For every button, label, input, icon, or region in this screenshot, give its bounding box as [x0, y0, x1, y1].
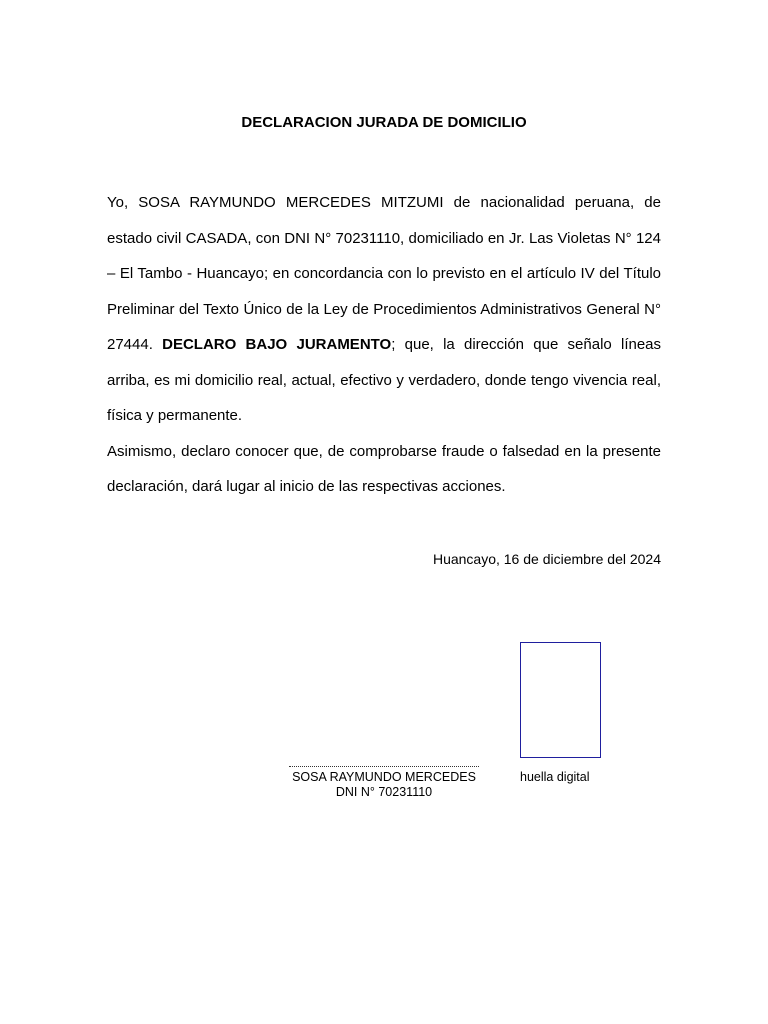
document-body	[107, 185, 661, 505]
declaration-text-intro: Yo, SOSA RAYMUNDO MERCEDES MITZUMI de nacionalidad peruana, de estado civil CASADA, con DNI N° 70231110, domiciliado en Jr. Las Violetas N° 124 – El Tambo - Huancayo; en concordancia con lo previsto en el artículo IV del Título Preliminar del Texto Único de la Ley de Procedimientos Administrativos General N° 27444.	[107, 194, 661, 353]
declaration-paragraph	[107, 185, 661, 434]
signature-line	[289, 766, 479, 767]
declaration-emphasis: DECLARO BAJO JURAMENTO	[162, 336, 392, 353]
signature-dni: DNI N° 70231110	[335, 785, 433, 799]
place-date: Huancayo, 16 de diciembre del 2024	[432, 551, 661, 567]
fingerprint-box	[520, 642, 601, 758]
signature-name: SOSA RAYMUNDO MERCEDES	[292, 770, 476, 784]
declaration-text-rest: ; que, la dirección que señalo líneas arriba, es mi domicilio real, actual, efectivo y verdadero, donde tengo vivencia real, física y permanente.	[107, 336, 662, 424]
document-title: DECLARACION JURADA DE DOMICILIO	[241, 114, 527, 131]
acknowledgement-paragraph: Asimismo, declaro conocer que, de comprobarse fraude o falsedad en la presente declaración, dará lugar al inicio de las respectivas acciones.	[107, 442, 661, 495]
signature-block	[279, 770, 489, 800]
fingerprint-label: huella digital	[520, 770, 590, 784]
